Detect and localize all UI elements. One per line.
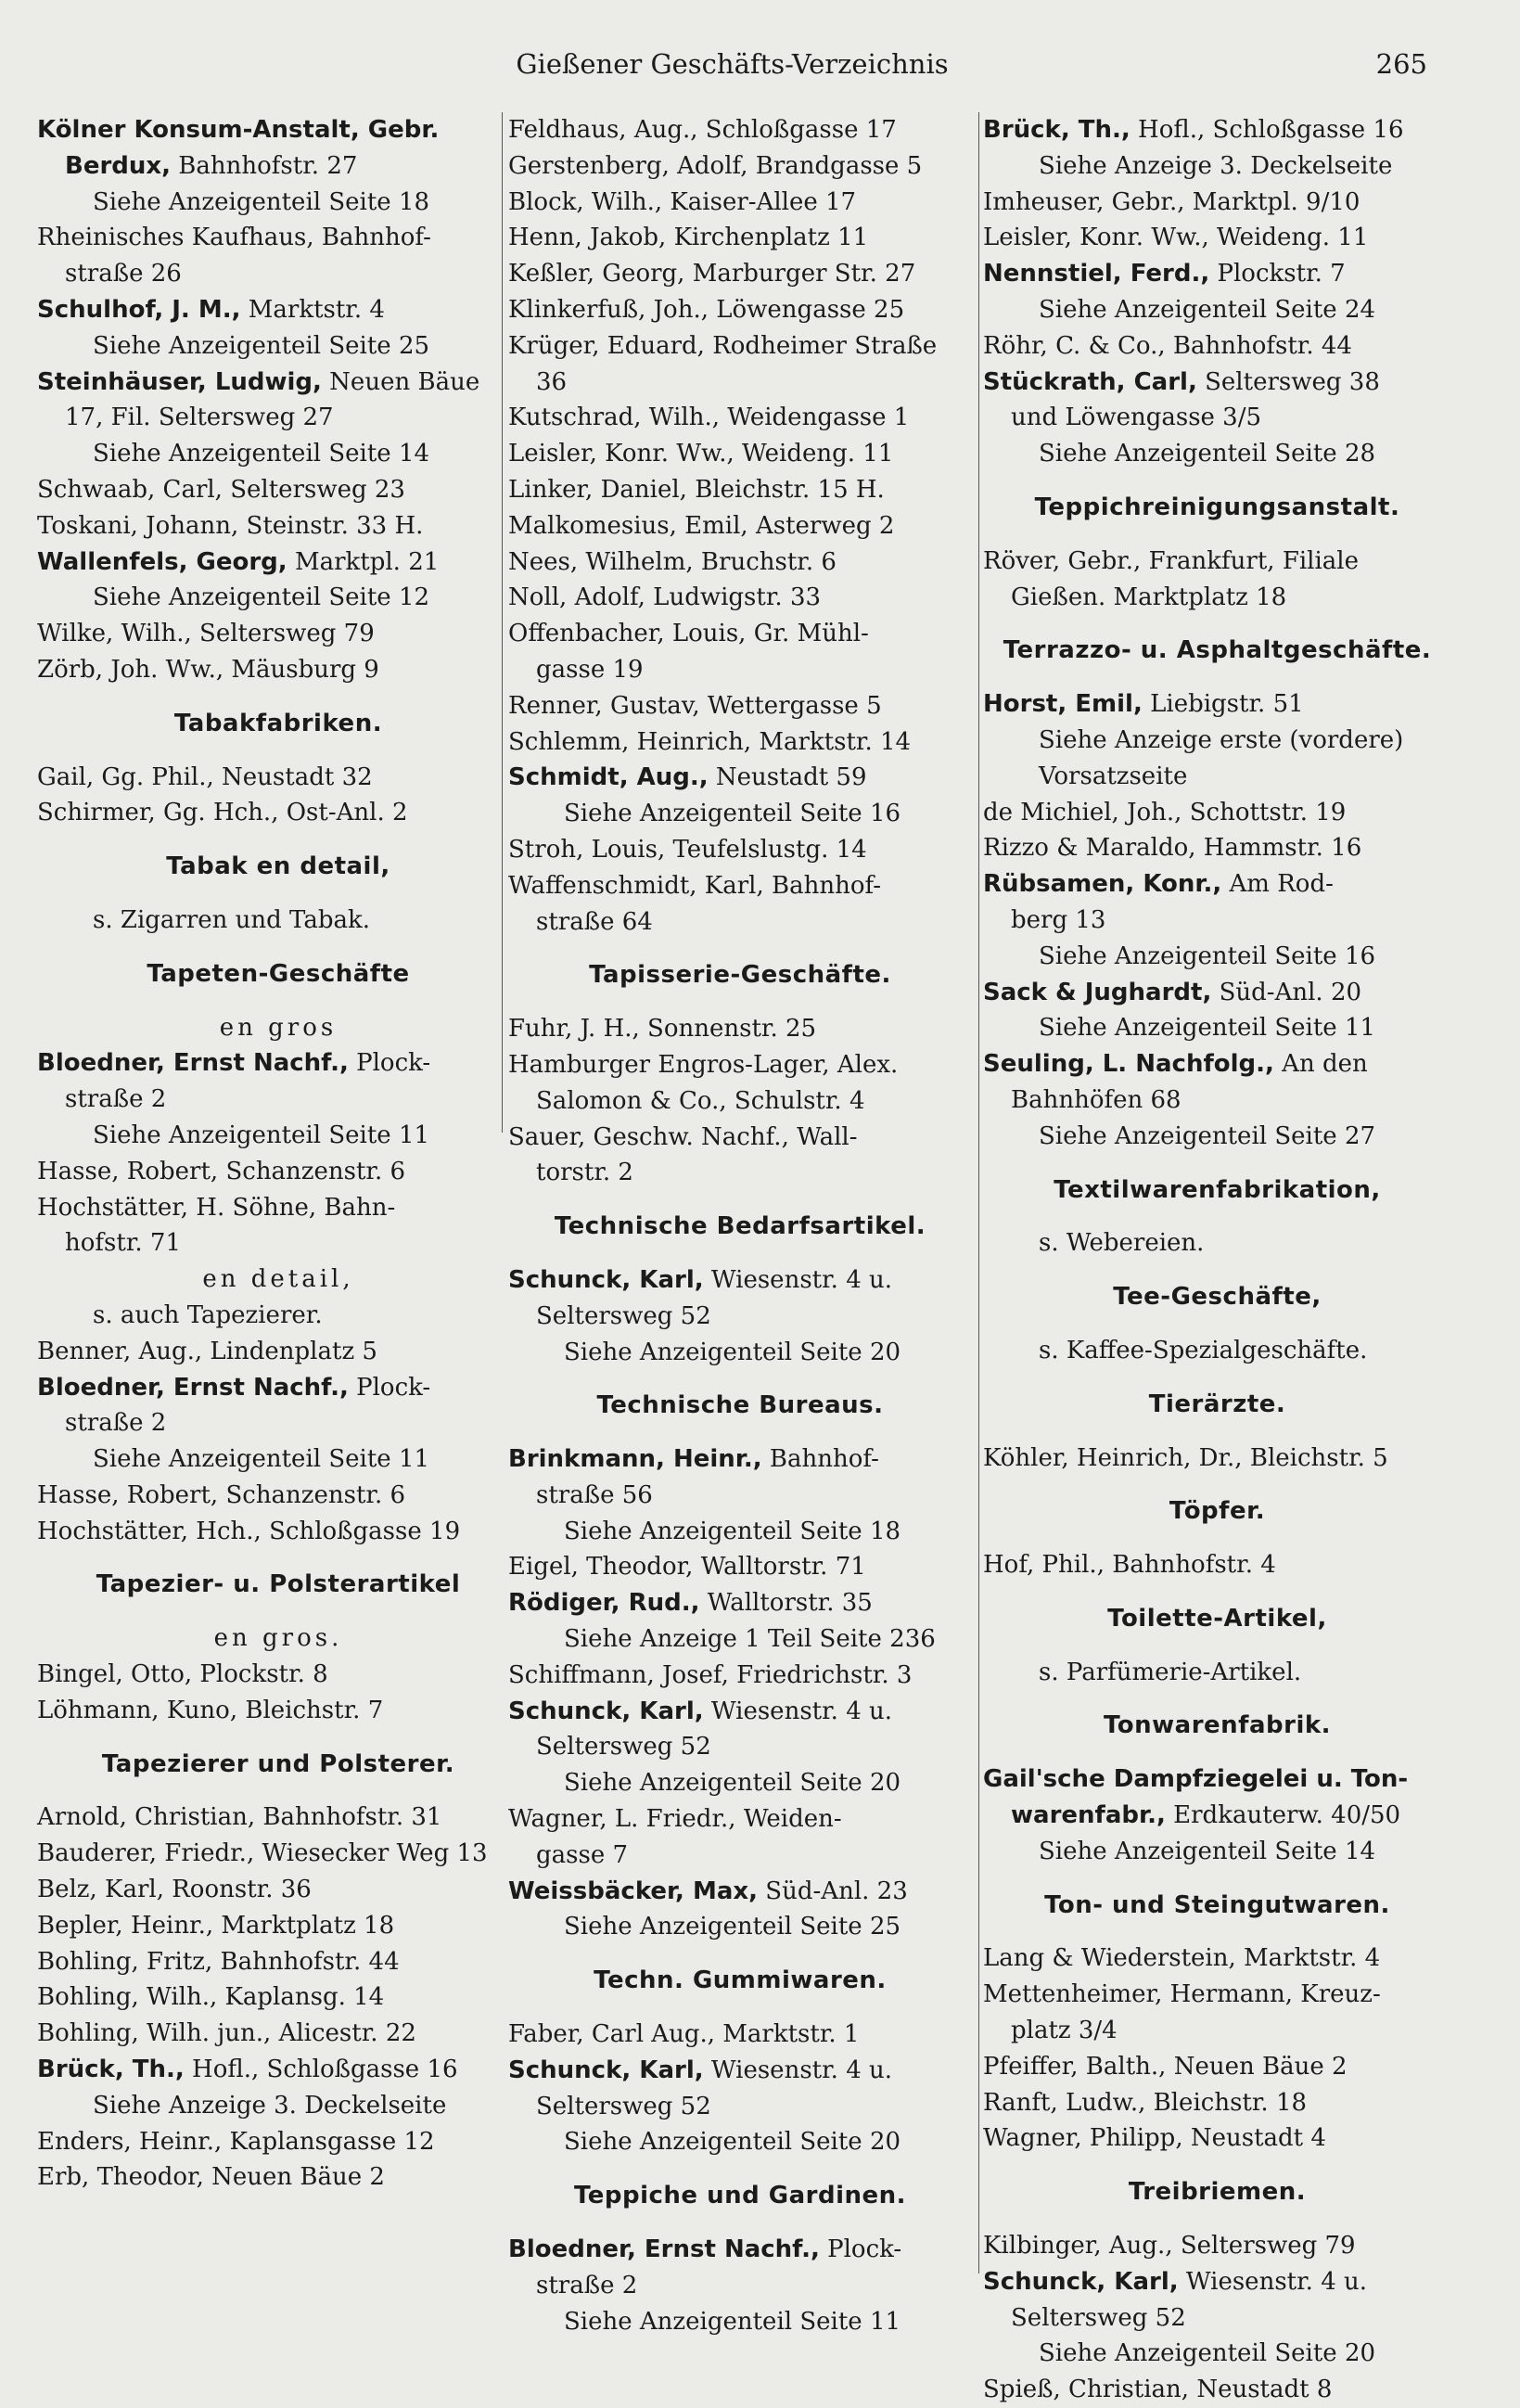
directory-entry bbox=[983, 1441, 1451, 1477]
directory-entry bbox=[983, 2049, 1451, 2085]
entry-details: Hasse, Robert, Schanzenstr. 6 bbox=[37, 1480, 406, 1509]
cross-reference: Siehe Anzeigenteil Seite 20 bbox=[564, 2128, 901, 2157]
entry-details: Offenbacher, Louis, Gr. Mühl- gasse 19 bbox=[508, 620, 869, 684]
entry-details: Noll, Adolf, Ludwigstr. 33 bbox=[508, 583, 822, 612]
directory-entry bbox=[983, 185, 1451, 221]
entry-details: Sauer, Geschw. Nachf., Wall- torstr. 2 bbox=[508, 1122, 858, 1187]
entry-details: Schirmer, Gg. Hch., Ost-Anl. 2 bbox=[37, 799, 408, 827]
directory-entry bbox=[37, 1800, 519, 1836]
entry-details: Rheinisches Kaufhaus, Bahnhof- straße 26 bbox=[37, 224, 431, 288]
directory-entry bbox=[508, 436, 972, 472]
directory-entry bbox=[508, 112, 972, 148]
entry-details: Block, Wilh., Kaiser-Allee 17 bbox=[508, 187, 857, 216]
entry-details: Löhmann, Kuno, Bleichstr. 7 bbox=[37, 1696, 384, 1724]
directory-entry bbox=[37, 112, 519, 185]
page-header bbox=[37, 48, 1427, 85]
column-divider bbox=[978, 112, 979, 2274]
category-heading: Tapisserie-Geschäfte. bbox=[589, 961, 891, 990]
business-name: Schmidt, Aug., bbox=[508, 763, 709, 792]
entry-details: Hof, Phil., Bahnhofstr. 4 bbox=[983, 1551, 1276, 1580]
directory-entry bbox=[508, 328, 972, 401]
entry-details: Gail, Gg. Phil., Neustadt 32 bbox=[37, 762, 373, 791]
cross-reference: Siehe Anzeige erste (vordere) Vorsatzseite bbox=[1039, 725, 1404, 790]
directory-entry bbox=[508, 1262, 972, 1335]
entry-details: Wiesenstr. 4 u. Seltersweg 52 bbox=[536, 2056, 893, 2120]
directory-entry bbox=[508, 1120, 972, 1192]
directory-entry bbox=[983, 1940, 1451, 1977]
cross-reference: Siehe Anzeigenteil Seite 24 bbox=[1039, 295, 1376, 324]
directory-entry bbox=[37, 1514, 519, 1550]
entry-details: Hamburger Engros-Lager, Alex. Salomon & Co., Schulstr. 4 bbox=[508, 1050, 899, 1115]
directory-entry bbox=[508, 724, 972, 761]
entry-details: Malkomesius, Emil, Asterweg 2 bbox=[508, 511, 895, 540]
business-name: Weissbäcker, Max, bbox=[508, 1876, 759, 1905]
entry-details: Hofl., Schloßgasse 16 bbox=[184, 2056, 458, 2084]
cross-reference: s. Webereien. bbox=[1039, 1229, 1205, 1258]
business-name: Nennstiel, Ferd., bbox=[983, 260, 1210, 288]
category-heading: Tee-Geschäfte, bbox=[1113, 1283, 1322, 1312]
directory-entry bbox=[37, 2052, 519, 2088]
entry-details: Seltersweg 38 und Löwengasse 3/5 bbox=[1011, 367, 1380, 432]
directory-entry bbox=[37, 472, 519, 508]
entry-details: An den Bahnhöfen 68 bbox=[1011, 1050, 1368, 1114]
entry-details: Linker, Daniel, Bleichstr. 15 H. bbox=[508, 475, 885, 504]
entry-details: Feldhaus, Aug., Schloßgasse 17 bbox=[508, 116, 897, 144]
directory-entry bbox=[37, 1944, 519, 1980]
category-heading: Ton- und Steingutwaren. bbox=[1044, 1890, 1390, 1919]
entry-details: Marktpl. 21 bbox=[287, 547, 440, 576]
directory-entry bbox=[983, 686, 1451, 723]
directory-entry bbox=[37, 795, 519, 831]
entry-details: Rizzo & Maraldo, Hammstr. 16 bbox=[983, 834, 1362, 863]
category-subheading: en detail, bbox=[202, 1265, 354, 1294]
cross-reference: Siehe Anzeigenteil Seite 16 bbox=[1039, 941, 1376, 970]
entry-details: Imheuser, Gebr., Marktpl. 9/10 bbox=[983, 187, 1360, 216]
entry-details: Hochstätter, Hch., Schloßgasse 19 bbox=[37, 1517, 461, 1545]
entry-details: Henn, Jakob, Kirchenplatz 11 bbox=[508, 224, 869, 252]
directory-entry bbox=[37, 616, 519, 652]
directory-entry bbox=[983, 256, 1451, 292]
business-name: Schunck, Karl, bbox=[508, 1265, 704, 1294]
category-heading: Tapezierer und Polsterer. bbox=[101, 1749, 455, 1778]
cross-reference: Siehe Anzeigenteil Seite 16 bbox=[564, 800, 901, 828]
entry-details: de Michiel, Joh., Schottstr. 19 bbox=[983, 798, 1347, 826]
directory-entry bbox=[983, 1761, 1451, 1834]
cross-reference: s. Zigarren und Tabak. bbox=[93, 905, 371, 934]
entry-details: Benner, Aug., Lindenplatz 5 bbox=[37, 1337, 377, 1365]
business-name: Steinhäuser, Ludwig, bbox=[37, 367, 322, 396]
directory-entry bbox=[37, 508, 519, 544]
category-heading: Töpfer. bbox=[1169, 1497, 1266, 1526]
entry-details: Bingel, Otto, Plockstr. 8 bbox=[37, 1660, 328, 1689]
entry-details: Kilbinger, Aug., Seltersweg 79 bbox=[983, 2232, 1356, 2261]
directory-entry bbox=[508, 1874, 972, 1910]
directory-entry bbox=[508, 2232, 972, 2304]
business-name: Rödiger, Rud., bbox=[508, 1589, 700, 1618]
entry-details: Plock- straße 2 bbox=[536, 2235, 902, 2299]
directory-entry bbox=[37, 544, 519, 581]
entry-details: Bohling, Wilh. jun., Alicestr. 22 bbox=[37, 2019, 416, 2048]
category-heading: Tapezier- u. Polsterartikel bbox=[96, 1570, 461, 1599]
entry-details: Ranft, Ludw., Bleichstr. 18 bbox=[983, 2088, 1308, 2117]
category-heading: Tierärzte. bbox=[1148, 1390, 1286, 1418]
category-heading: Treibriemen. bbox=[1128, 2178, 1307, 2207]
entry-details: Leisler, Konr. Ww., Weideng. 11 bbox=[508, 440, 894, 468]
cross-reference: Siehe Anzeigenteil Seite 11 bbox=[564, 2307, 901, 2336]
cross-reference: Siehe Anzeigenteil Seite 25 bbox=[93, 331, 430, 360]
cross-reference: Siehe Anzeigenteil Seite 20 bbox=[1039, 2339, 1376, 2368]
business-name: Bloedner, Ernst Nachf., bbox=[508, 2235, 820, 2264]
column-1 bbox=[37, 112, 519, 2292]
business-name: Schunck, Karl, bbox=[508, 2056, 704, 2084]
cross-reference: s. auch Tapezierer. bbox=[93, 1300, 323, 1329]
business-name: Bloedner, Ernst Nachf., bbox=[37, 1373, 349, 1402]
entry-details: Plock- straße 2 bbox=[65, 1049, 431, 1114]
directory-entry bbox=[37, 1190, 519, 1262]
entry-details: Eigel, Theodor, Walltorstr. 71 bbox=[508, 1553, 866, 1582]
entry-details: Bahnhofstr. 27 bbox=[171, 151, 358, 180]
directory-entry bbox=[508, 1585, 972, 1621]
directory-entry bbox=[508, 185, 972, 221]
business-name: Wallenfels, Georg, bbox=[37, 547, 287, 576]
entry-details: Am Rod- berg 13 bbox=[1011, 870, 1334, 934]
entry-details: Wiesenstr. 4 u. Seltersweg 52 bbox=[536, 1697, 893, 1761]
directory-entry bbox=[508, 1658, 972, 1694]
directory-entry bbox=[983, 365, 1451, 437]
directory-entry bbox=[508, 1441, 972, 1514]
entry-details: Erdkauterw. 40/50 bbox=[1165, 1801, 1401, 1830]
business-name: Bloedner, Ernst Nachf., bbox=[37, 1049, 349, 1078]
directory-entry bbox=[983, 830, 1451, 866]
entry-details: Pfeiffer, Balth., Neuen Bäue 2 bbox=[983, 2052, 1348, 2081]
directory-entry bbox=[508, 868, 972, 941]
directory-entry bbox=[37, 652, 519, 688]
entry-details: Faber, Carl Aug., Marktstr. 1 bbox=[508, 2020, 860, 2049]
category-heading: Toilette-Artikel, bbox=[1107, 1604, 1327, 1633]
business-name: Gail'sche Dampfziegelei u. Ton- warenfabr., bbox=[983, 1765, 1409, 1830]
directory-entry bbox=[983, 866, 1451, 939]
category-heading: Techn. Gummiwaren. bbox=[594, 1966, 887, 1995]
entry-details: Stroh, Louis, Teufelslustg. 14 bbox=[508, 835, 867, 864]
directory-entry bbox=[983, 795, 1451, 831]
entry-details: Köhler, Heinrich, Dr., Bleichstr. 5 bbox=[983, 1443, 1388, 1472]
business-name: Horst, Emil, bbox=[983, 690, 1143, 719]
directory-entry bbox=[37, 1478, 519, 1514]
category-heading: Teppichreinigungsanstalt. bbox=[1034, 493, 1400, 521]
entry-details: Bauderer, Friedr., Wiesecker Weg 13 bbox=[37, 1839, 488, 1868]
directory-entry bbox=[37, 2016, 519, 2052]
entry-details: Röver, Gebr., Frankfurt, Filiale Gießen. Marktplatz 18 bbox=[983, 546, 1360, 611]
directory-entry bbox=[508, 1694, 972, 1766]
cross-reference: Siehe Anzeigenteil Seite 14 bbox=[93, 440, 430, 468]
cross-reference: Siehe Anzeigenteil Seite 20 bbox=[564, 1769, 901, 1798]
entry-details: Hofl., Schloßgasse 16 bbox=[1130, 116, 1404, 144]
cross-reference: Siehe Anzeigenteil Seite 11 bbox=[1039, 1014, 1376, 1043]
entry-details: Arnold, Christian, Bahnhofstr. 31 bbox=[37, 1803, 442, 1832]
entry-details: Marktstr. 4 bbox=[240, 295, 385, 324]
entry-details: Fuhr, J. H., Sonnenstr. 25 bbox=[508, 1015, 817, 1044]
entry-details: Plockstr. 7 bbox=[1209, 260, 1346, 288]
business-name: Seuling, L. Nachfolg., bbox=[983, 1050, 1274, 1079]
directory-entry bbox=[37, 760, 519, 796]
directory-entry bbox=[37, 1045, 519, 1118]
directory-entry bbox=[508, 544, 972, 581]
directory-entry bbox=[37, 220, 519, 292]
entry-details: Wilke, Wilh., Seltersweg 79 bbox=[37, 620, 375, 648]
entry-details: Neustadt 59 bbox=[708, 763, 867, 792]
entry-details: Bepler, Heinr., Marktplatz 18 bbox=[37, 1911, 395, 1940]
column-3 bbox=[983, 112, 1451, 2404]
directory-entry bbox=[508, 2017, 972, 2053]
directory-entry bbox=[37, 2124, 519, 2160]
entry-details: Leisler, Konr. Ww., Weideng. 11 bbox=[983, 224, 1369, 252]
directory-entry bbox=[983, 328, 1451, 365]
directory-entry bbox=[508, 1047, 972, 1120]
directory-entry bbox=[983, 1046, 1451, 1119]
entry-details: Wiesenstr. 4 u. Seltersweg 52 bbox=[1011, 2267, 1368, 2332]
entry-details: Bohling, Fritz, Bahnhofstr. 44 bbox=[37, 1947, 400, 1976]
directory-entry bbox=[983, 112, 1451, 148]
directory-entry bbox=[508, 148, 972, 185]
directory-entry bbox=[508, 472, 972, 508]
directory-entry bbox=[37, 1693, 519, 1729]
directory-entry bbox=[983, 1977, 1451, 2049]
entry-details: Waffenschmidt, Karl, Bahnhof- straße 64 bbox=[508, 871, 881, 936]
entry-details: Kutschrad, Wilh., Weidengasse 1 bbox=[508, 403, 910, 432]
entry-details: Toskani, Johann, Steinstr. 33 H. bbox=[37, 511, 424, 540]
directory-entry bbox=[508, 1801, 972, 1874]
cross-reference: Siehe Anzeige 3. Deckelseite bbox=[93, 2091, 447, 2120]
entry-details: Neuen Bäue 17, Fil. Seltersweg 27 bbox=[65, 367, 480, 432]
directory-entry bbox=[508, 292, 972, 328]
category-heading: Technische Bureaus. bbox=[596, 1391, 884, 1420]
directory-entry bbox=[508, 688, 972, 724]
directory-entry bbox=[983, 2264, 1451, 2337]
cross-reference: Siehe Anzeige 1 Teil Seite 236 bbox=[564, 1625, 936, 1654]
entry-details: Keßler, Georg, Marburger Str. 27 bbox=[508, 260, 916, 288]
entry-details: Schwaab, Carl, Seltersweg 23 bbox=[37, 475, 405, 504]
directory-entry bbox=[508, 256, 972, 292]
directory-entry bbox=[37, 365, 519, 437]
business-name: Brück, Th., bbox=[37, 2056, 185, 2084]
entry-details: Wiesenstr. 4 u. Seltersweg 52 bbox=[536, 1265, 893, 1330]
directory-entry bbox=[37, 1334, 519, 1370]
entry-details: Mettenheimer, Hermann, Kreuz- platz 3/4 bbox=[983, 1980, 1381, 2045]
cross-reference: Siehe Anzeigenteil Seite 27 bbox=[1039, 1121, 1376, 1150]
directory-entry bbox=[508, 1549, 972, 1585]
directory-entry bbox=[983, 2228, 1451, 2264]
directory-entry bbox=[983, 975, 1451, 1011]
column-2 bbox=[508, 112, 972, 2336]
category-subheading: en gros bbox=[219, 1013, 338, 1042]
entry-details: Klinkerfuß, Joh., Löwengasse 25 bbox=[508, 295, 905, 324]
entry-details: Gerstenberg, Adolf, Brandgasse 5 bbox=[508, 151, 923, 180]
entry-details: Hochstätter, H. Söhne, Bahn- hofstr. 71 bbox=[37, 1193, 396, 1258]
business-name: Schulhof, J. M., bbox=[37, 295, 241, 324]
directory-entry bbox=[37, 1872, 519, 1908]
category-heading: Terrazzo- u. Asphaltgeschäfte. bbox=[1003, 636, 1432, 665]
page-number: 265 bbox=[1375, 48, 1427, 80]
directory-entry bbox=[508, 580, 972, 616]
directory-entry bbox=[37, 1836, 519, 1872]
business-name: Schunck, Karl, bbox=[508, 1697, 704, 1725]
entry-details: Walltorstr. 35 bbox=[699, 1589, 873, 1618]
directory-entry bbox=[508, 1011, 972, 1047]
business-name: Kölner Konsum-Anstalt, Gebr. Berdux, bbox=[37, 116, 440, 180]
directory-entry bbox=[508, 616, 972, 688]
running-title: Gießener Geschäfts-Verzeichnis bbox=[516, 48, 949, 80]
entry-details: Nees, Wilhelm, Bruchstr. 6 bbox=[508, 547, 837, 576]
category-heading: Tabakfabriken. bbox=[173, 709, 383, 737]
cross-reference: Siehe Anzeigenteil Seite 12 bbox=[93, 583, 430, 612]
cross-reference: Siehe Anzeigenteil Seite 11 bbox=[93, 1121, 430, 1149]
entry-details: Plock- straße 2 bbox=[65, 1373, 431, 1438]
directory-entry bbox=[37, 2159, 519, 2196]
entry-details: Belz, Karl, Roonstr. 36 bbox=[37, 1876, 312, 1904]
directory-entry bbox=[508, 220, 972, 256]
directory-entry bbox=[983, 2120, 1451, 2157]
category-subheading: en gros. bbox=[213, 1624, 343, 1653]
directory-entry bbox=[508, 760, 972, 796]
directory-entry bbox=[983, 1547, 1451, 1583]
entry-details: Krüger, Eduard, Rodheimer Straße 36 bbox=[508, 331, 938, 396]
cross-reference: Siehe Anzeigenteil Seite 11 bbox=[93, 1445, 430, 1474]
directory-entry bbox=[37, 1908, 519, 1944]
entry-details: Süd-Anl. 23 bbox=[758, 1876, 908, 1905]
cross-reference: Siehe Anzeigenteil Seite 20 bbox=[564, 1338, 901, 1366]
category-heading: Textilwarenfabrikation, bbox=[1054, 1175, 1381, 1204]
cross-reference: s. Kaffee-Spezialgeschäfte. bbox=[1039, 1336, 1368, 1364]
directory-entry bbox=[508, 400, 972, 436]
directory-entry bbox=[37, 1154, 519, 1190]
entry-details: Röhr, C. & Co., Bahnhofstr. 44 bbox=[983, 331, 1352, 360]
directory-entry bbox=[983, 220, 1451, 256]
directory-entry bbox=[508, 2053, 972, 2125]
entry-details: Liebigstr. 51 bbox=[1142, 690, 1304, 719]
cross-reference: Siehe Anzeige 3. Deckelseite bbox=[1039, 151, 1393, 180]
business-name: Schunck, Karl, bbox=[983, 2267, 1179, 2296]
directory-entry bbox=[983, 2372, 1451, 2408]
entry-details: Erb, Theodor, Neuen Bäue 2 bbox=[37, 2163, 385, 2192]
business-name: Sack & Jughardt, bbox=[983, 978, 1212, 1006]
cross-reference: s. Parfümerie-Artikel. bbox=[1039, 1658, 1302, 1686]
entry-details: Zörb, Joh. Ww., Mäusburg 9 bbox=[37, 655, 379, 684]
entry-details: Renner, Gustav, Wettergasse 5 bbox=[508, 691, 882, 720]
entry-details: Schlemm, Heinrich, Marktstr. 14 bbox=[508, 727, 912, 756]
entry-details: Wagner, Philipp, Neustadt 4 bbox=[983, 2124, 1326, 2153]
entry-details: Süd-Anl. 20 bbox=[1211, 978, 1362, 1006]
entry-details: Spieß, Christian, Neustadt 8 bbox=[983, 2376, 1333, 2404]
cross-reference: Siehe Anzeigenteil Seite 14 bbox=[1039, 1837, 1376, 1865]
business-name: Brinkmann, Heinr., bbox=[508, 1445, 762, 1474]
directory-entry bbox=[37, 1657, 519, 1693]
directory-entry bbox=[37, 292, 519, 328]
cross-reference: Siehe Anzeigenteil Seite 18 bbox=[564, 1517, 901, 1545]
business-name: Brück, Th., bbox=[983, 116, 1130, 144]
cross-reference: Siehe Anzeigenteil Seite 18 bbox=[93, 187, 430, 216]
entry-details: Hasse, Robert, Schanzenstr. 6 bbox=[37, 1157, 406, 1185]
category-heading: Technische Bedarfsartikel. bbox=[554, 1212, 926, 1241]
entry-details: Lang & Wiederstein, Marktstr. 4 bbox=[983, 1944, 1381, 1973]
business-name: Stückrath, Carl, bbox=[983, 367, 1197, 396]
cross-reference: Siehe Anzeigenteil Seite 25 bbox=[564, 1913, 901, 1941]
directory-entry bbox=[983, 2085, 1451, 2121]
directory-entry bbox=[37, 1370, 519, 1442]
directory-entry bbox=[508, 508, 972, 544]
category-heading: Teppiche und Gardinen. bbox=[573, 2182, 907, 2210]
business-name: Rübsamen, Konr., bbox=[983, 870, 1222, 899]
entry-details: Schiffmann, Josef, Friedrichstr. 3 bbox=[508, 1660, 913, 1689]
entry-details: Bohling, Wilh., Kaplansg. 14 bbox=[37, 1983, 385, 2012]
directory-entry bbox=[37, 1979, 519, 2016]
entry-details: Wagner, L. Friedr., Weiden- gasse 7 bbox=[508, 1805, 842, 1869]
entry-details: Bahnhof- straße 56 bbox=[536, 1445, 879, 1509]
directory-entry bbox=[508, 832, 972, 868]
category-heading: Tonwarenfabrik. bbox=[1103, 1711, 1332, 1740]
entry-details: Enders, Heinr., Kaplansgasse 12 bbox=[37, 2127, 435, 2156]
directory-entry bbox=[983, 544, 1451, 616]
cross-reference: Siehe Anzeigenteil Seite 28 bbox=[1039, 440, 1376, 468]
category-heading: Tapeten-Geschäfte bbox=[147, 959, 410, 988]
category-heading: Tabak en detail, bbox=[166, 852, 390, 881]
